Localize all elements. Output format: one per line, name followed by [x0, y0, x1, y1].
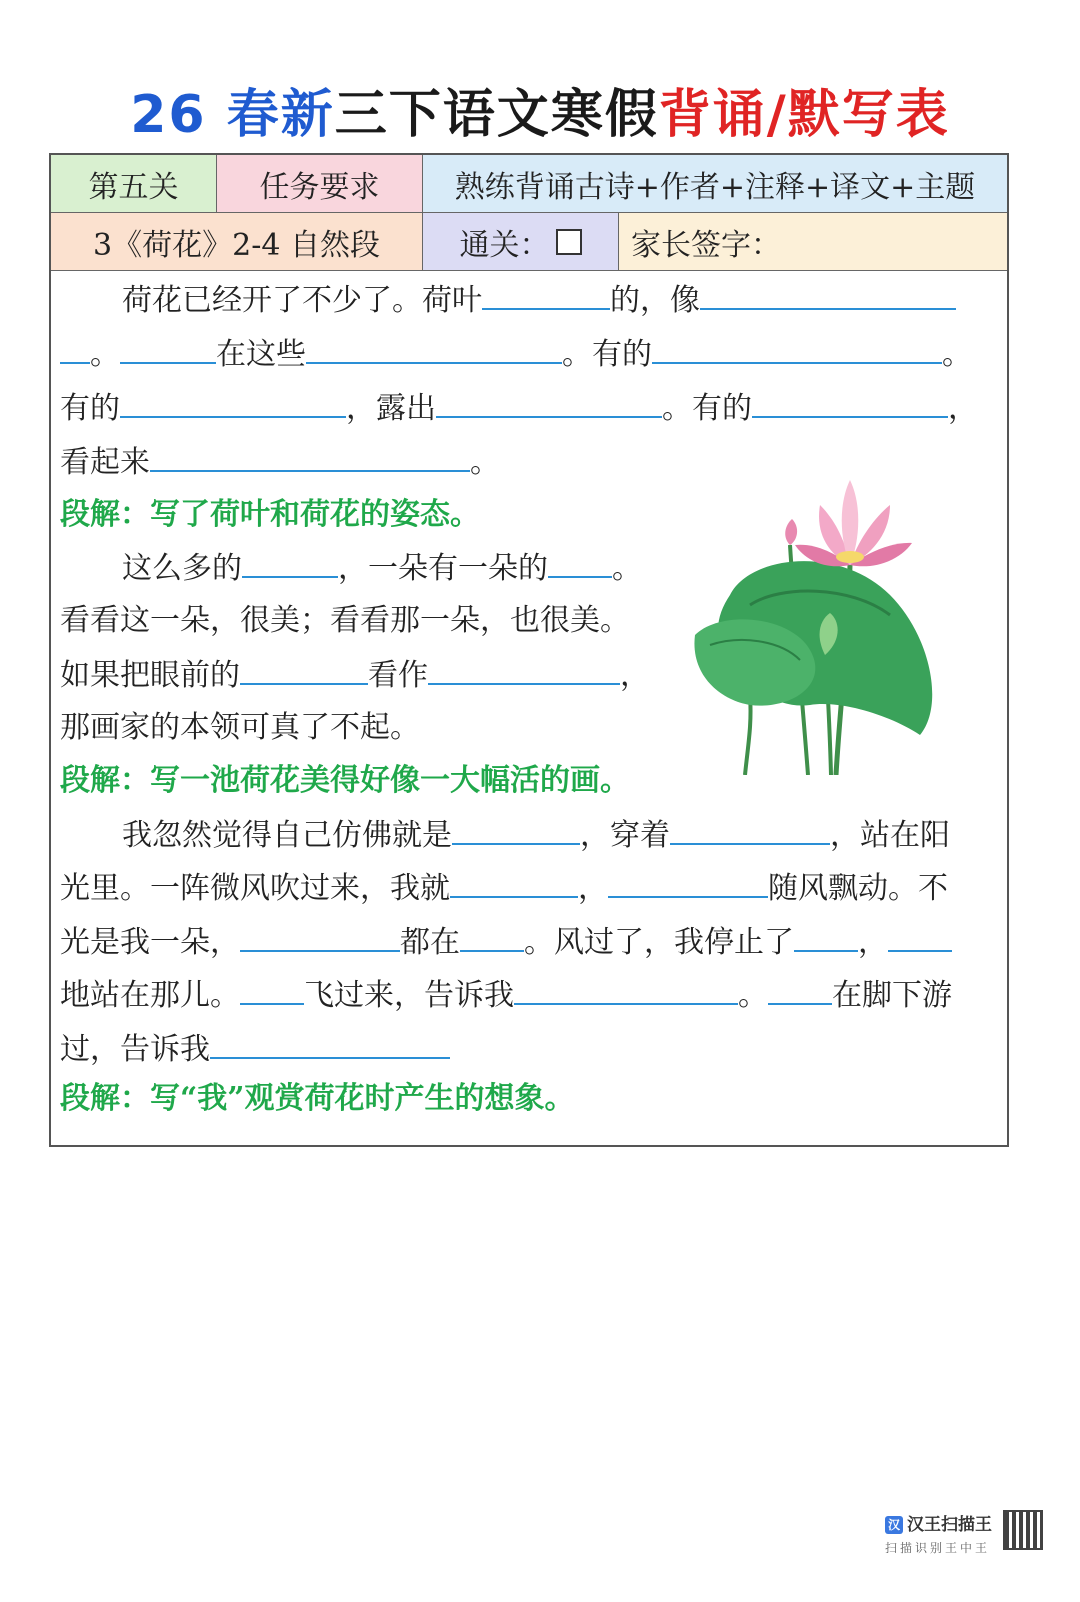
level-cell: 第五关: [51, 155, 217, 212]
task-cell: 熟练背诵古诗+作者+注释+译文+主题: [423, 155, 1007, 212]
fill-blank[interactable]: [514, 975, 738, 1005]
text-line: 如果把眼前的 看作 ，: [60, 655, 650, 696]
fill-blank[interactable]: [150, 442, 470, 472]
fill-blank[interactable]: [210, 1029, 450, 1059]
task-label-cell: 任务要求: [217, 155, 423, 212]
fill-blank[interactable]: [240, 655, 368, 685]
fill-blank[interactable]: [652, 334, 942, 364]
text-line: 过，告诉我: [60, 1029, 450, 1070]
fill-blank[interactable]: [428, 655, 620, 685]
fill-blank[interactable]: [752, 388, 948, 418]
app-logo-icon: 汉: [885, 1516, 903, 1534]
fill-blank[interactable]: [670, 815, 830, 845]
paragraph-note: 段解：写一池荷花美得好像一大幅活的画。: [60, 763, 630, 798]
lotus-illustration: [690, 445, 970, 775]
pass-checkbox[interactable]: [556, 229, 582, 255]
scanner-watermark: 汉 汉王扫描王 扫描识别王中王: [885, 1515, 992, 1555]
fill-blank[interactable]: [242, 548, 338, 578]
fill-blank[interactable]: [548, 548, 612, 578]
fill-blank[interactable]: [240, 975, 304, 1005]
fill-blank[interactable]: [460, 922, 524, 952]
header-row-2: [51, 213, 1007, 271]
fill-blank[interactable]: [608, 868, 768, 898]
text-line: 光里。一阵微风吹过来，我就 ， 随风飘动。不: [60, 868, 948, 909]
fill-blank[interactable]: [240, 922, 400, 952]
fill-blank[interactable]: [794, 922, 858, 952]
fill-blank[interactable]: [120, 388, 346, 418]
fill-blank[interactable]: [482, 280, 610, 310]
fill-blank[interactable]: [452, 815, 580, 845]
text-line: 看看这一朵，很美；看看那一朵，也很美。: [60, 603, 630, 638]
paragraph-note: 段解：写了荷叶和荷花的姿态。: [60, 497, 480, 532]
fill-blank[interactable]: [700, 280, 956, 310]
text-line: 地站在那儿。 飞过来，告诉我 。 在脚下游: [60, 975, 952, 1016]
page-title: 26 春新三下语文寒假背诵/默写表: [130, 85, 950, 145]
paragraph-note: 段解：写“我”观赏荷花时产生的想象。: [60, 1081, 575, 1116]
fill-blank[interactable]: [888, 922, 952, 952]
text-line: 有的 ，露出 。有的 ，: [60, 388, 978, 429]
text-line: 光是我一朵， 都在 。风过了，我停止了 ，: [60, 922, 952, 963]
pass-cell: 通关：: [423, 213, 619, 270]
text-line: 我忽然觉得自己仿佛就是 ，穿着 ，站在阳: [122, 815, 950, 856]
header-row-1: [51, 155, 1007, 213]
fill-blank[interactable]: [436, 388, 662, 418]
fill-blank[interactable]: [450, 868, 578, 898]
fill-blank[interactable]: [120, 334, 216, 364]
qr-code-icon: [1003, 1510, 1043, 1550]
text-line: 。 在这些 。有的 。: [60, 334, 972, 375]
text-line: 这么多的 ，一朵有一朵的 。: [122, 548, 642, 589]
fill-blank[interactable]: [768, 975, 832, 1005]
text-line: 看起来 。: [60, 442, 500, 483]
lesson-cell: 3《荷花》2-4 自然段: [51, 213, 423, 270]
text-line: 那画家的本领可真了不起。: [60, 710, 420, 745]
fill-blank[interactable]: [306, 334, 562, 364]
fill-blank[interactable]: [60, 334, 90, 364]
text-line: 荷花已经开了不少了。荷叶 的，像: [122, 280, 956, 321]
parent-sign-cell: 家长签字：: [619, 213, 1007, 270]
